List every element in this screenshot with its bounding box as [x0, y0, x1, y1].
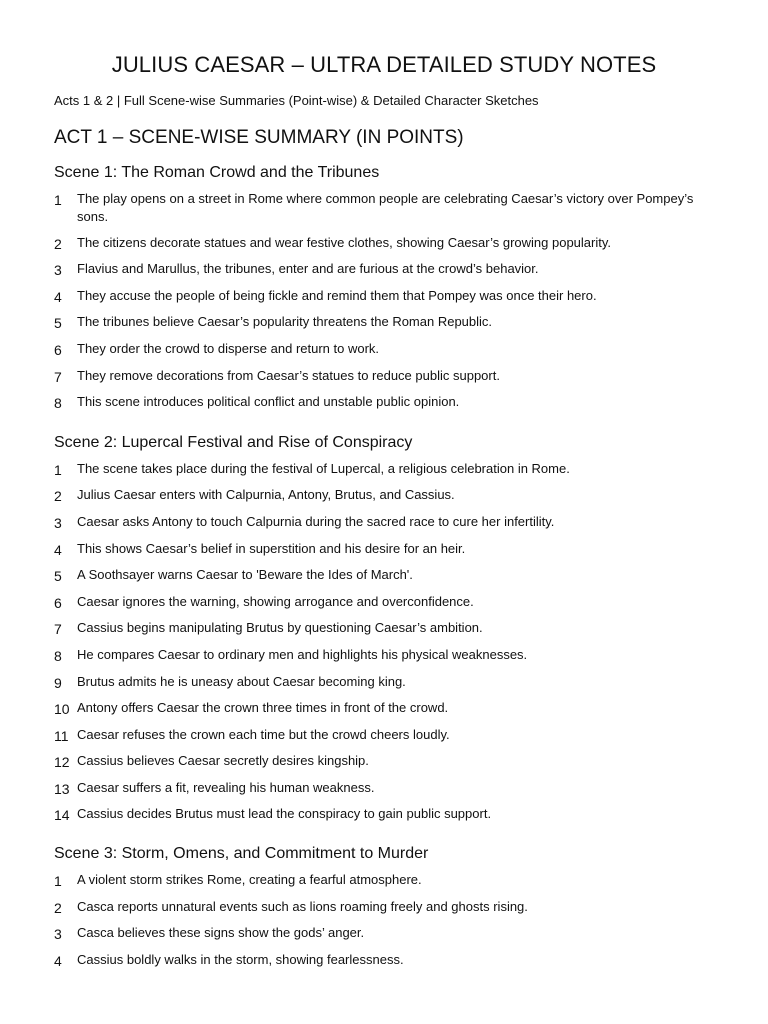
- summary-point: [54, 673, 714, 692]
- document-subtitle: Acts 1 & 2 | Full Scene-wise Summaries (Point-wise) & Detailed Character Sketches: [54, 93, 539, 108]
- point-text: They order the crowd to disperse and return to work.: [77, 340, 380, 356]
- point-text: A violent storm strikes Rome, creating a fearful atmosphere.: [77, 872, 422, 888]
- scene-section-1: [54, 151, 714, 412]
- point-text: Casca believes these signs show the gods’ anger.: [77, 925, 365, 941]
- point-number: 7: [54, 368, 62, 385]
- point-number: 6: [54, 594, 62, 611]
- scene-section-3: [54, 832, 714, 970]
- summary-point: [54, 367, 714, 386]
- point-text: Cassius begins manipulating Brutus by questioning Caesar’s ambition.: [77, 620, 483, 636]
- scene-heading: Scene 1: The Roman Crowd and the Tribunes: [54, 164, 380, 181]
- summary-point: [54, 951, 714, 970]
- point-text: The citizens decorate statues and wear festive clothes, showing Caesar’s growing popularity.: [77, 234, 612, 250]
- scene-heading: Scene 3: Storm, Omens, and Commitment to Murder: [54, 845, 429, 863]
- point-number: 2: [54, 899, 62, 916]
- point-number: 9: [54, 674, 62, 691]
- summary-point: [54, 513, 714, 532]
- point-number: 13: [54, 780, 70, 797]
- point-text: This shows Caesar’s belief in superstition and his desire for an heir.: [77, 540, 466, 556]
- summary-point: [54, 924, 714, 943]
- point-text: Brutus admits he is uneasy about Caesar becoming king.: [77, 673, 406, 689]
- point-text: The tribunes believe Caesar’s popularity threatens the Roman Republic.: [77, 314, 493, 330]
- scene-points-list: [54, 454, 714, 825]
- point-text: Caesar ignores the warning, showing arrogance and overconfidence.: [77, 593, 474, 609]
- point-number: 6: [54, 341, 62, 358]
- point-text: They remove decorations from Caesar’s statues to reduce public support.: [77, 367, 500, 383]
- summary-point: [54, 593, 714, 612]
- summary-point: [54, 486, 714, 505]
- point-text: Cassius believes Caesar secretly desires kingship.: [77, 753, 369, 769]
- point-number: 10: [54, 701, 70, 718]
- point-text: This scene introduces political conflict and unstable public opinion.: [77, 394, 460, 410]
- summary-point: [54, 460, 714, 479]
- point-number: 1: [54, 192, 62, 208]
- scene-heading: Scene 2: Lupercal Festival and Rise of Conspiracy: [54, 433, 413, 451]
- point-number: 4: [54, 288, 62, 305]
- summary-point: [54, 646, 714, 665]
- summary-point: [54, 779, 714, 798]
- summary-point: [54, 566, 714, 585]
- point-number: 14: [54, 807, 70, 824]
- summary-point: [54, 393, 714, 412]
- point-text: Antony offers Caesar the crown three times in front of the crowd.: [77, 700, 449, 716]
- point-text: Cassius boldly walks in the storm, showing fearlessness.: [77, 951, 404, 967]
- point-text: Caesar asks Antony to touch Calpurnia during the sacred race to cure her infertility.: [77, 513, 555, 529]
- point-number: 3: [54, 262, 62, 279]
- point-number: 2: [54, 235, 62, 252]
- summary-point: [54, 898, 714, 917]
- point-number: 1: [54, 873, 62, 890]
- scenes-container: [54, 151, 714, 970]
- point-number: 3: [54, 514, 62, 531]
- point-number: 5: [54, 568, 62, 585]
- point-number: 4: [54, 952, 62, 969]
- act-heading: ACT 1 – SCENE-WISE SUMMARY (IN POINTS): [54, 127, 464, 148]
- summary-point: [54, 752, 714, 771]
- point-number: 8: [54, 647, 62, 664]
- point-text: The play opens on a street in Rome where common people are celebrating Caesar’s victory over Pompey’s sons.: [77, 191, 694, 224]
- scene-section-2: [54, 420, 714, 825]
- summary-point: [54, 699, 714, 718]
- point-number: 3: [54, 926, 62, 943]
- summary-point: [54, 234, 714, 253]
- summary-point: [54, 190, 714, 226]
- point-number: 8: [54, 395, 62, 412]
- summary-point: [54, 726, 714, 745]
- summary-point: [54, 805, 714, 824]
- point-number: 12: [54, 754, 70, 771]
- point-number: 5: [54, 315, 62, 332]
- summary-point: [54, 287, 714, 306]
- point-text: The scene takes place during the festival of Lupercal, a religious celebration in Rome.: [77, 460, 570, 476]
- point-text: He compares Caesar to ordinary men and highlights his physical weaknesses.: [77, 646, 528, 662]
- point-text: They accuse the people of being fickle and remind them that Pompey was once their hero.: [77, 287, 597, 303]
- summary-point: [54, 340, 714, 359]
- point-text: Cassius decides Brutus must lead the conspiracy to gain public support.: [77, 806, 492, 822]
- summary-point: [54, 871, 714, 890]
- point-number: 11: [54, 727, 69, 744]
- scene-points-list: [54, 865, 714, 970]
- summary-point: [54, 619, 714, 638]
- point-text: Julius Caesar enters with Calpurnia, Antony, Brutus, and Cassius.: [77, 487, 455, 503]
- point-number: 1: [54, 461, 62, 478]
- point-text: Flavius and Marullus, the tribunes, enter and are furious at the crowd’s behavior.: [77, 261, 539, 277]
- point-number: 7: [54, 621, 62, 638]
- point-text: A Soothsayer warns Caesar to 'Beware the Ides of March'.: [77, 567, 413, 583]
- point-number: 2: [54, 488, 62, 505]
- summary-point: [54, 540, 714, 559]
- point-text: Casca reports unnatural events such as lions roaming freely and ghosts rising.: [77, 898, 528, 914]
- summary-point: [54, 313, 714, 332]
- scene-points-list: [54, 184, 714, 412]
- document-title: JULIUS CAESAR – ULTRA DETAILED STUDY NOTES: [111, 52, 657, 77]
- point-text: Caesar suffers a fit, revealing his human weakness.: [77, 779, 375, 795]
- point-number: 4: [54, 541, 62, 558]
- point-text: Caesar refuses the crown each time but the crowd cheers loudly.: [77, 726, 450, 742]
- summary-point: [54, 260, 714, 279]
